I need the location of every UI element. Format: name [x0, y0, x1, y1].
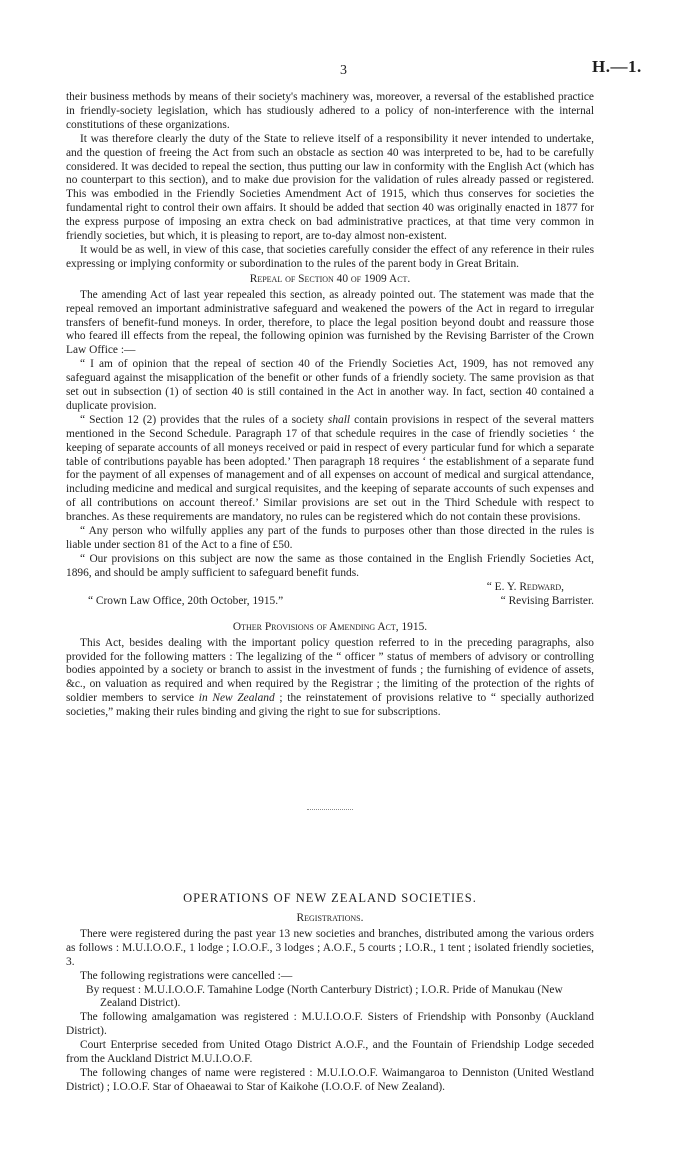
- section-heading-registrations: Registrations.: [296, 911, 364, 924]
- section-12-text-b: contain provisions in respect of the several matters mentioned in the Second Schedule. Paragraph 17 of that schedule requires in the case of friendly societies ‘ the keeping of separate accounts of all moneys received or paid in respect of every particular fund for which a separate table of contributions payable has been adopted.’ Then paragraph 18 requires ‘ the establishment of a separate fund for the payment of all expenses of management and of all expenses on account of medical and surgical attendance, including medicine and medical and surgical requisites, and the keeping of separate accounts of such expenses and of all contributions on account thereof.’ Similar provisions are set out in the Third Schedule with respect to branches. As these requirements are mandatory, no rules can be registered which do not contain these provisions.: [66, 413, 594, 524]
- section-heading-repeal: Repeal of Section 40 of 1909 Act.: [249, 272, 411, 285]
- paragraph-name-changes: The following changes of name were registered : M.U.I.O.O.F. Waimangaroa to Denniston (United Westland District) ; I.O.O.F. Star of Ohaeawai to Star of Kaikohe (I.O.O.F. of New Zealand).: [66, 1066, 594, 1093]
- section-heading-other-provisions: Other Provisions of Amending Act, 1915.: [232, 620, 428, 633]
- paragraph-registered: There were registered during the past year 13 new societies and branches, distributed among the various orders as follows : M.U.I.O.O.F., 1 lodge ; I.O.O.F., 3 lodges ; A.O.F., 5 courts ; I.O.R., 1 tent ; isolated friendly societies, 3.: [66, 927, 594, 968]
- paragraph-this-act: [66, 637, 594, 720]
- document-code: H.—1.: [592, 57, 642, 76]
- this-act-text-b: ; the reinstatement of provisions relative to “ specially authorized societies,” making their rules binding and giving the right to sue for subscriptions.: [66, 692, 594, 719]
- paragraph-by-request: By request : M.U.I.O.O.F. Tamahine Lodge (North Canterbury District) ; I.O.R. Pride of Manukau (New Zealand District).: [86, 983, 563, 1010]
- paragraph-cancelled: The following registrations were cancelled :—: [80, 969, 293, 982]
- this-act-new-zealand: in New Zealand: [198, 692, 275, 705]
- main-heading-operations: OPERATIONS OF NEW ZEALAND SOCIETIES.: [183, 891, 477, 906]
- paragraph-continued: their business methods by means of their society's machinery was, moreover, a reversal of the established practice in friendly-society legislation, which has studiously adhered to a policy of non-interference with the internal constitutions of these organizations.: [66, 91, 594, 131]
- signature-title: “ Revising Barrister.: [500, 594, 594, 607]
- paragraph-penalty: “ Any person who wilfully applies any part of the funds to purposes other than those directed in the rules is liable under section 81 of the Act to a fine of £50.: [66, 525, 594, 551]
- this-act-text-a: This Act, besides dealing with the important policy question referred to in the preceding paragraphs, also provided for the following matters : The legalizing of the “ officer ” status of members of advisory or controlling bodies appointed by a society or branch to assist in the investment of funds ; the furnishing of evidence of assets, &c., on valuation as required and when required by the Registrar ; the limiting of the protection of the rights of soldier members to service: [66, 636, 594, 705]
- paragraph-opinion: “ I am of opinion that the repeal of section 40 of the Friendly Societies Act, 1909, has not removed any safeguard against the misapplication of the benefit or other funds of a friendly society. The same provision as that set out in subsection (1) of section 40 is still contained in the Act in another way. In fact, section 40 contained a duplicate provision.: [66, 358, 594, 412]
- paragraph-our-provisions: “ Our provisions on this subject are now the same as those contained in the English Friendly Societies Act, 1896, and should be amply sufficient to safeguard benefit funds.: [66, 552, 594, 579]
- page-number: 3: [340, 63, 347, 78]
- section-12-shall: shall: [327, 413, 351, 426]
- paragraph-secessions: Court Enterprise seceded from United Otago District A.O.F., and the Fountain of Friendship Lodge seceded from the Auckland District M.U.I.O.O.F.: [66, 1039, 594, 1066]
- paragraph-state-duty: It was therefore clearly the duty of the State to relieve itself of a responsibility it never intended to undertake, and the question of freeing the Act from such an obstacle as section 40 was interpreted to be, had to be carefully considered. It was decided to repeal the section, thus putting our law in conformity with the English Act (which has no counterpart to this section), and to make due provision for the validation of rules already passed or registered. This was embodied in the Friendly Societies Amendment Act of 1915, which thus conserves for societies the fundamental right to control their own affairs. It should be added that section 40 was originally enacted in 1877 for the express purpose of imposing an extra check on bad administrative practices, at that time very common in friendly societies, but which, it is pleasing to report, are to-day almost non-existent.: [66, 132, 594, 243]
- signature-office-line: [66, 595, 594, 609]
- signature-office: “ Crown Law Office, 20th October, 1915.”: [88, 594, 284, 607]
- section-12-text-a: “ Section 12 (2) provides that the rules of a society: [80, 413, 328, 426]
- paragraph-section-12: [66, 414, 594, 525]
- paragraph-amalgamation: The following amalgamation was registered : M.U.I.O.O.F. Sisters of Friendship with Ponsonby (Auckland District).: [66, 1011, 594, 1038]
- paragraph-parent-body: It would be as well, in view of this case, that societies carefully consider the effect of any reference in their rules expressing or implying conformity or subordination to the rules of the parent body in Great Britain.: [66, 243, 594, 270]
- signature-name-line: [66, 581, 594, 595]
- signature-name: “ E. Y. Redward,: [486, 580, 564, 593]
- document-body: [66, 64, 594, 1095]
- paragraph-amending-act: The amending Act of last year repealed this section, as already pointed out. The statement was made that the repeal removed an important administrative safeguard and weakened the powers of the Act in regard to irregular transfers of benefit-fund moneys. In order, therefore, to place the legal position beyond doubt and reassure those who feared ill effects from the repeal, the following opinion was furnished by the Revising Barrister of the Crown Law Office :—: [66, 288, 594, 357]
